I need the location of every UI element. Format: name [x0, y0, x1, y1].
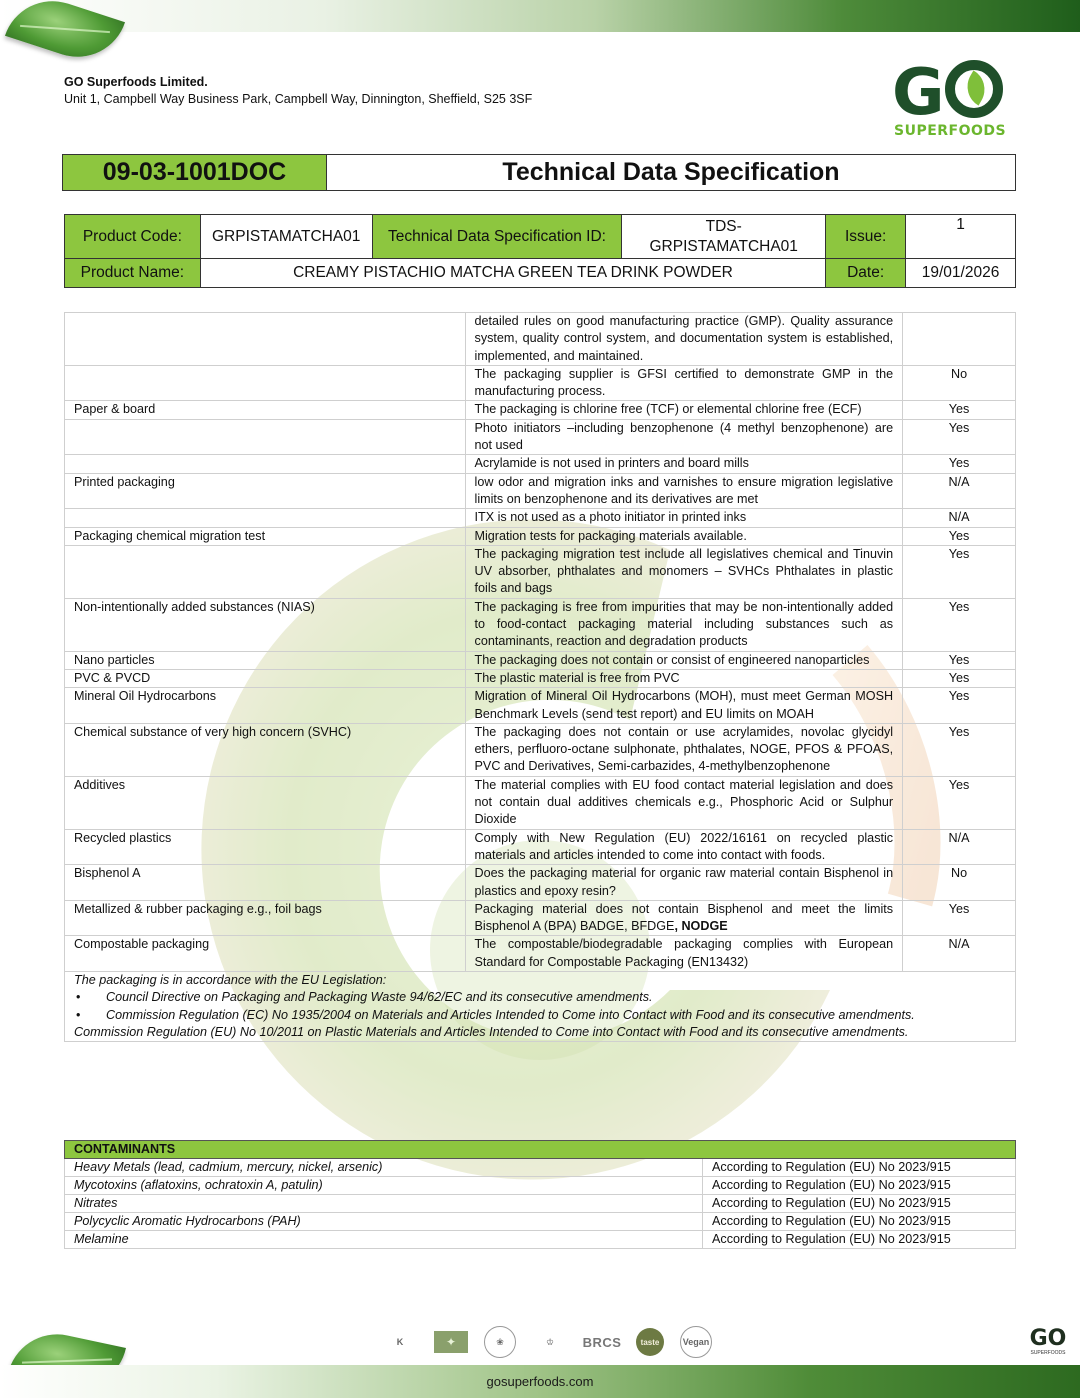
product-name-value: CREAMY PISTACHIO MATCHA GREEN TEA DRINK POWDER [200, 259, 825, 288]
spec-item [65, 509, 466, 527]
document-header [62, 154, 1016, 191]
great-taste-icon: taste [636, 1328, 664, 1356]
contaminant-regulation: According to Regulation (EU) No 2023/915 [703, 1159, 1016, 1177]
contaminant-name: Polycyclic Aromatic Hydrocarbons (PAH) [65, 1213, 703, 1231]
spec-answer [903, 313, 1016, 366]
spec-item [65, 545, 466, 598]
mini-logo-subtitle: SUPERFOODS [1030, 1350, 1066, 1356]
company-name: GO Superfoods Limited. [64, 75, 208, 89]
spec-answer: Yes [903, 688, 1016, 724]
spec-requirement: Acrylamide is not used in printers and board mills [465, 455, 903, 473]
spec-requirement-text: Packaging material does not contain Bisphenol and meet the limits Bisphenol A (BPA) BADGE, BFDGE [474, 901, 894, 934]
company-block [64, 74, 532, 108]
soil-association-icon: ❀ [484, 1326, 516, 1358]
contaminants-table [64, 1140, 1016, 1249]
spec-requirement: Photo initiators –including benzophenone (4 methyl benzophenone) are not used [465, 419, 903, 455]
contaminant-name: Mycotoxins (aflatoxins, ochratoxin A, patulin) [65, 1177, 703, 1195]
royal-warrant-icon: ♔ [545, 1336, 555, 1347]
legislation-item: • Commission Regulation (EC) No 1935/2004 on Materials and Articles Intended to Come into Contact with Food and its consecutive amendments. [74, 1007, 1006, 1024]
contaminants-header: CONTAMINANTS [65, 1141, 1016, 1159]
spec-requirement: ITX is not used as a photo initiator in printed inks [465, 509, 903, 527]
spec-answer: Yes [903, 545, 1016, 598]
spec-item: Non-intentionally added substances (NIAS) [65, 598, 466, 651]
spec-item: Compostable packaging [65, 936, 466, 972]
contaminant-name: Melamine [65, 1231, 703, 1249]
spec-item [65, 419, 466, 455]
spec-item: Packaging chemical migration test [65, 527, 466, 545]
contaminant-regulation: According to Regulation (EU) No 2023/915 [703, 1177, 1016, 1195]
spec-requirement: The plastic material is free from PVC [465, 669, 903, 687]
logo-subtitle: SUPERFOODS [894, 123, 1007, 139]
go-mini-logo [1028, 1328, 1068, 1356]
spec-item: Chemical substance of very high concern (SVHC) [65, 723, 466, 776]
spec-item: Recycled plastics [65, 829, 466, 865]
spec-answer: Yes [903, 723, 1016, 776]
product-code-value: GRPISTAMATCHA01 [200, 215, 372, 259]
contaminant-name: Heavy Metals (lead, cadmium, mercury, nickel, arsenic) [65, 1159, 703, 1177]
issue-label: Issue: [826, 215, 906, 259]
spec-item: Additives [65, 776, 466, 829]
tds-id-value: TDS-GRPISTAMATCHA01 [622, 215, 826, 259]
contaminant-name: Nitrates [65, 1195, 703, 1213]
go-superfoods-logo [892, 56, 1022, 140]
spec-answer: Yes [903, 598, 1016, 651]
tds-id-label: Technical Data Specification ID: [372, 215, 622, 259]
spec-requirement: The packaging is chlorine free (TCF) or elemental chlorine free (ECF) [465, 401, 903, 419]
logo-wordmark: G [892, 56, 1022, 125]
contaminant-regulation: According to Regulation (EU) No 2023/915 [703, 1213, 1016, 1231]
mini-logo-word: GO [1029, 1326, 1067, 1351]
spec-requirement: low odor and migration inks and varnishes to ensure migration legislative limits on benzophenone and its derivatives are met [465, 473, 903, 509]
product-name-label: Product Name: [65, 259, 201, 288]
spec-requirement: The packaging is free from impurities that may be non-intentionally added to food-contact packaging material including substances such as contaminants, reaction and degradation products [465, 598, 903, 651]
kosher-icon: K [396, 1337, 404, 1347]
footer-website[interactable]: gosuperfoods.com [486, 1374, 594, 1389]
spec-requirement: The packaging does not contain or use acrylamides, novolac glycidyl ethers, perfluoro-octane sulphonate, phthalates, NOGE, PFOS & PFOAS, PVC and Derivatives, Semi-carbazides, 4-methylbenzophenone [465, 723, 903, 776]
legislation-closing: Commission Regulation (EU) No 10/2011 on Plastic Materials and Articles Intended to Come into Contact with Food and its consecutive amendments. [74, 1024, 909, 1039]
certification-logos [382, 1326, 712, 1358]
spec-answer: No [903, 365, 1016, 401]
spec-answer: No [903, 865, 1016, 901]
product-info-table [64, 214, 1016, 288]
date-value: 19/01/2026 [906, 259, 1016, 288]
contaminant-regulation: According to Regulation (EU) No 2023/915 [703, 1231, 1016, 1249]
spec-requirement-bold: , NODGE [674, 919, 728, 934]
legislation-item: • Council Directive on Packaging and Packaging Waste 94/62/EC and its consecutive amendments. [74, 989, 1006, 1006]
packaging-spec-table [64, 312, 1016, 1042]
spec-requirement: The material complies with EU food contact material legislation and does not contain dual additives chemicals e.g., Phosphoric Acid or Sulphur Dioxide [465, 776, 903, 829]
vegan-icon: Vegan [680, 1326, 712, 1358]
spec-item [65, 365, 466, 401]
spec-requirement: The compostable/biodegradable packaging complies with European Standard for Compostable Packaging (EN13432) [465, 936, 903, 972]
spec-answer: Yes [903, 669, 1016, 687]
date-label: Date: [826, 259, 906, 288]
spec-answer: Yes [903, 651, 1016, 669]
eu-legislation-note [65, 971, 1016, 1041]
spec-requirement: detailed rules on good manufacturing practice (GMP). Quality assurance system, quality control system, and documentation system is established, implemented, and maintained. [465, 313, 903, 366]
document-title: Technical Data Specification [502, 158, 840, 186]
document-code: 09-03-1001DOC [63, 155, 327, 190]
spec-requirement: Does the packaging material for organic raw material contain Bisphenol in plastics and epoxy resin? [465, 865, 903, 901]
spec-item [65, 313, 466, 366]
legislation-list [74, 989, 1006, 1024]
spec-item: Paper & board [65, 401, 466, 419]
leaf-o-icon [945, 60, 1003, 118]
spec-answer: N/A [903, 509, 1016, 527]
spec-answer: N/A [903, 936, 1016, 972]
spec-requirement: Migration tests for packaging materials available. [465, 527, 903, 545]
spec-requirement [465, 900, 903, 936]
issue-value: 1 [906, 215, 1016, 259]
spec-item: Printed packaging [65, 473, 466, 509]
spec-requirement: The packaging supplier is GFSI certified to demonstrate GMP in the manufacturing process. [465, 365, 903, 401]
spec-item: PVC & PVCD [65, 669, 466, 687]
legislation-intro: The packaging is in accordance with the EU Legislation: [74, 972, 387, 987]
product-code-label: Product Code: [65, 215, 201, 259]
spec-item [65, 455, 466, 473]
spec-item: Bisphenol A [65, 865, 466, 901]
spec-answer: Yes [903, 776, 1016, 829]
spec-answer: Yes [903, 401, 1016, 419]
top-gradient-band [0, 0, 1080, 32]
spec-answer: Yes [903, 455, 1016, 473]
spec-requirement: Migration of Mineral Oil Hydrocarbons (MOH), must meet German MOSH Benchmark Levels (send test report) and EU limits on MOAH [465, 688, 903, 724]
spec-answer: Yes [903, 527, 1016, 545]
spec-item: Nano particles [65, 651, 466, 669]
spec-requirement: The packaging migration test include all legislatives chemical and Tinuvin UV absorber, phthalates and monomers – SVHCs Phthalates in plastic foils and bags [465, 545, 903, 598]
brcgs-icon: BRCS [582, 1334, 622, 1350]
spec-answer: Yes [903, 419, 1016, 455]
eu-organic-icon: ✦ [434, 1331, 468, 1353]
spec-item: Metallized & rubber packaging e.g., foil bags [65, 900, 466, 936]
spec-requirement: The packaging does not contain or consist of engineered nanoparticles [465, 651, 903, 669]
spec-answer: N/A [903, 829, 1016, 865]
spec-requirement: Comply with New Regulation (EU) 2022/16161 on recycled plastic materials and articles intended to come into contact with foods. [465, 829, 903, 865]
spec-item: Mineral Oil Hydrocarbons [65, 688, 466, 724]
spec-answer: N/A [903, 473, 1016, 509]
company-address: Unit 1, Campbell Way Business Park, Campbell Way, Dinnington, Sheffield, S25 3SF [64, 92, 533, 106]
spec-answer: Yes [903, 900, 1016, 936]
contaminant-regulation: According to Regulation (EU) No 2023/915 [703, 1195, 1016, 1213]
